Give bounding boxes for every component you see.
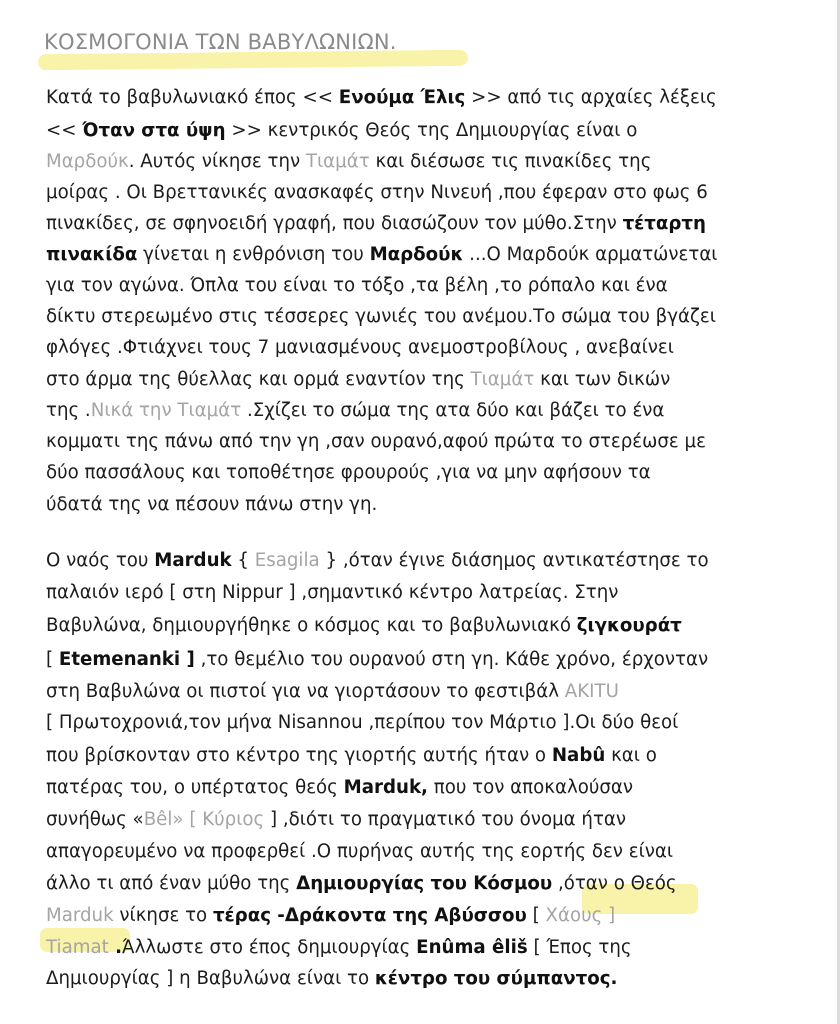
text-line: κομματι της πάνω από την γη ,σαν ουρανό,αφού πρώτα το στερέωσε με <box>46 431 706 452</box>
text-line: στη Βαβυλώνα οι πιστοί για να γιορτάσουν το φεστιβάλ AKITU <box>46 681 619 702</box>
text-line: της .Νικά την Τιαμάτ .Σχίζει το σώμα της ατα δύο και βάζει το ένα <box>46 400 665 421</box>
text-line: [ Πρωτοχρονιά,τον μήνα Nisannou ,περίπου τον Μάρτιο ].Οι δύο θεοί <box>46 712 679 733</box>
text-line: Κατά το βαβυλωνιακό έπος << Ενούμα Έλις >> από τις αρχαίες λέξεις <box>46 87 717 108</box>
text-line: ύδατά της να πέσουν πάνω στην γη. <box>46 494 378 515</box>
text-line: πινακίδα γίνεται η ενθρόνιση του Μαρδούκ ...Ο Μαρδούκ αρματώνεται <box>46 244 718 265</box>
text-line: δύο πασσάλους και τοποθέτησε φρουρούς ,για να μην αφήσουν τα <box>46 462 651 483</box>
text-line: άλλο τι από έναν μύθο της Δημιουργίας του Κόσμου ,όταν ο Θεός <box>46 873 677 894</box>
text-line: Ο ναός του Marduk { Esagila } ,όταν έγινε διάσημος αντικατέστησε το <box>46 550 709 571</box>
text-line: Βαβυλώνα, δημιουργήθηκε ο κόσμος και το βαβυλωνιακό ζιγκουράτ <box>46 615 682 636</box>
text-line: << Όταν στα ύψη >> κεντρικός Θεός της Δημιουργίας είναι ο <box>46 120 638 141</box>
text-line: Marduk νίκησε το τέρας -Δράκοντα της Αβύσσου [ Χάους ] <box>46 905 616 926</box>
text-line: που βρίσκονταν στο κέντρο της γιορτής αυτής ήταν ο Nabû και ο <box>46 745 657 766</box>
text-line: Δημιουργίας ] η Βαβυλώνα είναι το κέντρο του σύμπαντος. <box>46 968 618 989</box>
text-line: μοίρας . Οι Βρεττανικές ανασκαφές στην Νινευή ,που έφεραν στο φως 6 <box>46 182 708 203</box>
text-line: παλαιόν ιερό [ στη Nippur ] ,σημαντικό κέντρο λατρείας. Στην <box>46 582 619 603</box>
text-line: φλόγες .Φτιάχνει τους 7 μανιασμένους ανεμοστροβίλους , ανεβαίνει <box>46 337 674 358</box>
text-line: [ Etemenanki ] ,το θεμέλιο του ουρανού στη γη. Κάθε χρόνο, έρχονταν <box>46 649 709 670</box>
document-title: ΚΟΣΜΟΓΟΝΙΑ ΤΩΝ ΒΑΒΥΛΩΝΙΩΝ. <box>44 30 397 54</box>
text-line: συνήθως «Bêl» [ Κύριος ] ,διότι το πραγματικό του όνομα ήταν <box>46 809 627 830</box>
text-line: Μαρδούκ. Αυτός νίκησε την Τιαμάτ και διέσωσε τις πινακίδες της <box>46 151 652 172</box>
text-line: για τον αγώνα. Όπλα του είναι το τόξο ,τα βέλη ,το ρόπαλο και ένα <box>46 275 668 296</box>
text-line: δίκτυ στερεωμένο στις τέσσερες γωνιές του ανέμου.Το σώμα του βγάζει <box>46 306 716 327</box>
text-line: στο άρμα της θύελλας και ορμά εναντίον της Τιαμάτ και των δικών <box>46 369 671 390</box>
text-line: Tiamat .Άλλωστε στο έπος δημιουργίας Enûma êliš [ Έπος της <box>46 937 632 958</box>
text-line: πατέρας του, ο υπέρτατος θεός Marduk, που τον αποκαλούσαν <box>46 777 634 798</box>
text-line: απαγορευμένο να προφερθεί .Ο πυρήνας αυτής της εορτής δεν είναι <box>46 841 674 862</box>
title-block <box>44 30 397 54</box>
text-line: πινακίδες, σε σφηνοειδή γραφή, που διασώζουν τον μύθο.Στην τέταρτη <box>46 213 706 234</box>
